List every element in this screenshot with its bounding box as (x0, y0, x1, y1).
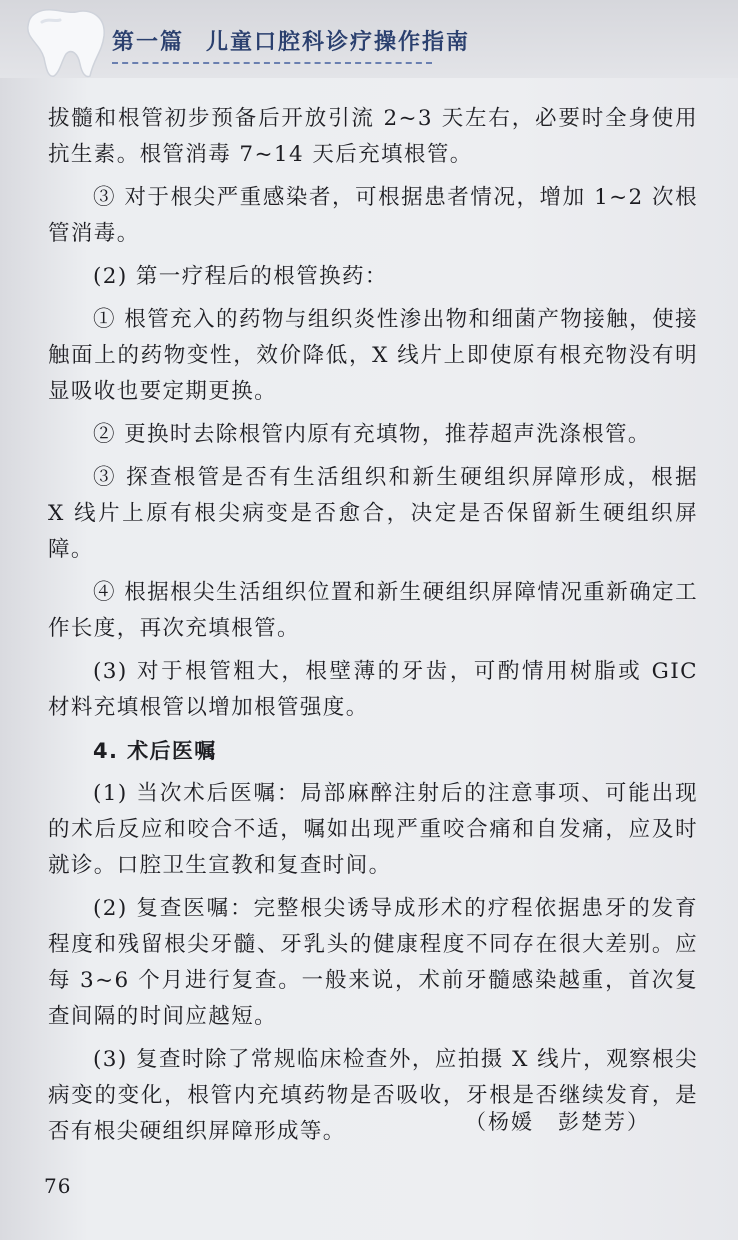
body-text (48, 101, 698, 1157)
running-header (0, 0, 738, 78)
paragraph: (3) 复查时除了常规临床检查外，应拍摄 X 线片，观察根尖病变的变化，根管内充填药物是否吸收，牙根是否继续发育，是否有根尖硬组织屏障形成等。 (48, 1047, 698, 1144)
paren-open: （ (465, 1110, 488, 1134)
paragraph: ④ 根据根尖生活组织位置和新生硬组织屏障情况重新确定工作长度，再次充填根管。 (48, 580, 698, 641)
paren-close: ） (627, 1110, 650, 1134)
paragraph: ③ 探查根管是否有生活组织和新生硬组织屏障形成，根据 X 线片上原有根尖病变是否愈合，决定是否保留新生硬组织屏障。 (48, 465, 698, 562)
header-dashed-rule (112, 62, 432, 64)
paragraph: ② 更换时去除根管内原有充填物，推荐超声洗涤根管。 (93, 422, 651, 447)
paragraph: (1) 当次术后医嘱：局部麻醉注射后的注意事项、可能出现的术后反应和咬合不适，嘱如出现严重咬合痛和自发痛，应及时就诊。口腔卫生宣教和复查时间。 (48, 781, 698, 878)
paragraph: ③ 对于根尖严重感染者，可根据患者情况，增加 1~2 次根管消毒。 (48, 185, 698, 246)
author-2: 彭楚芳 (558, 1110, 627, 1134)
author-1: 杨媛 (488, 1110, 534, 1134)
paragraph: (2) 第一疗程后的根管换药： (93, 264, 388, 289)
book-title: 儿童口腔科诊疗操作指南 (206, 30, 471, 55)
author-signature (465, 1106, 650, 1136)
paragraph: (2) 复查医嘱：完整根尖诱导成形术的疗程依据患牙的发育程度和残留根尖牙髓、牙乳头的健康程度不同存在很大差别。应每 3~6 个月进行复查。一般来说，术前牙髓感染越重，首次复查间隔的时间应越短。 (48, 896, 698, 1029)
header-title (112, 25, 470, 56)
paragraph: ① 根管充入的药物与组织炎性渗出物和细菌产物接触，使接触面上的药物变性，效价降低，X 线片上即使原有根充物没有明显吸收也要定期更换。 (48, 307, 698, 404)
tooth-icon (20, 8, 112, 78)
section-heading: 4. 术后医嘱 (93, 739, 217, 763)
part-label: 第一篇 (112, 30, 185, 55)
paragraph: 拔髓和根管初步预备后开放引流 2~3 天左右，必要时全身使用抗生素。根管消毒 7~14 天后充填根管。 (48, 106, 698, 167)
page-number: 76 (44, 1174, 72, 1198)
paragraph: (3) 对于根管粗大，根壁薄的牙齿，可酌情用树脂或 GIC 材料充填根管以增加根管强度。 (48, 659, 698, 720)
